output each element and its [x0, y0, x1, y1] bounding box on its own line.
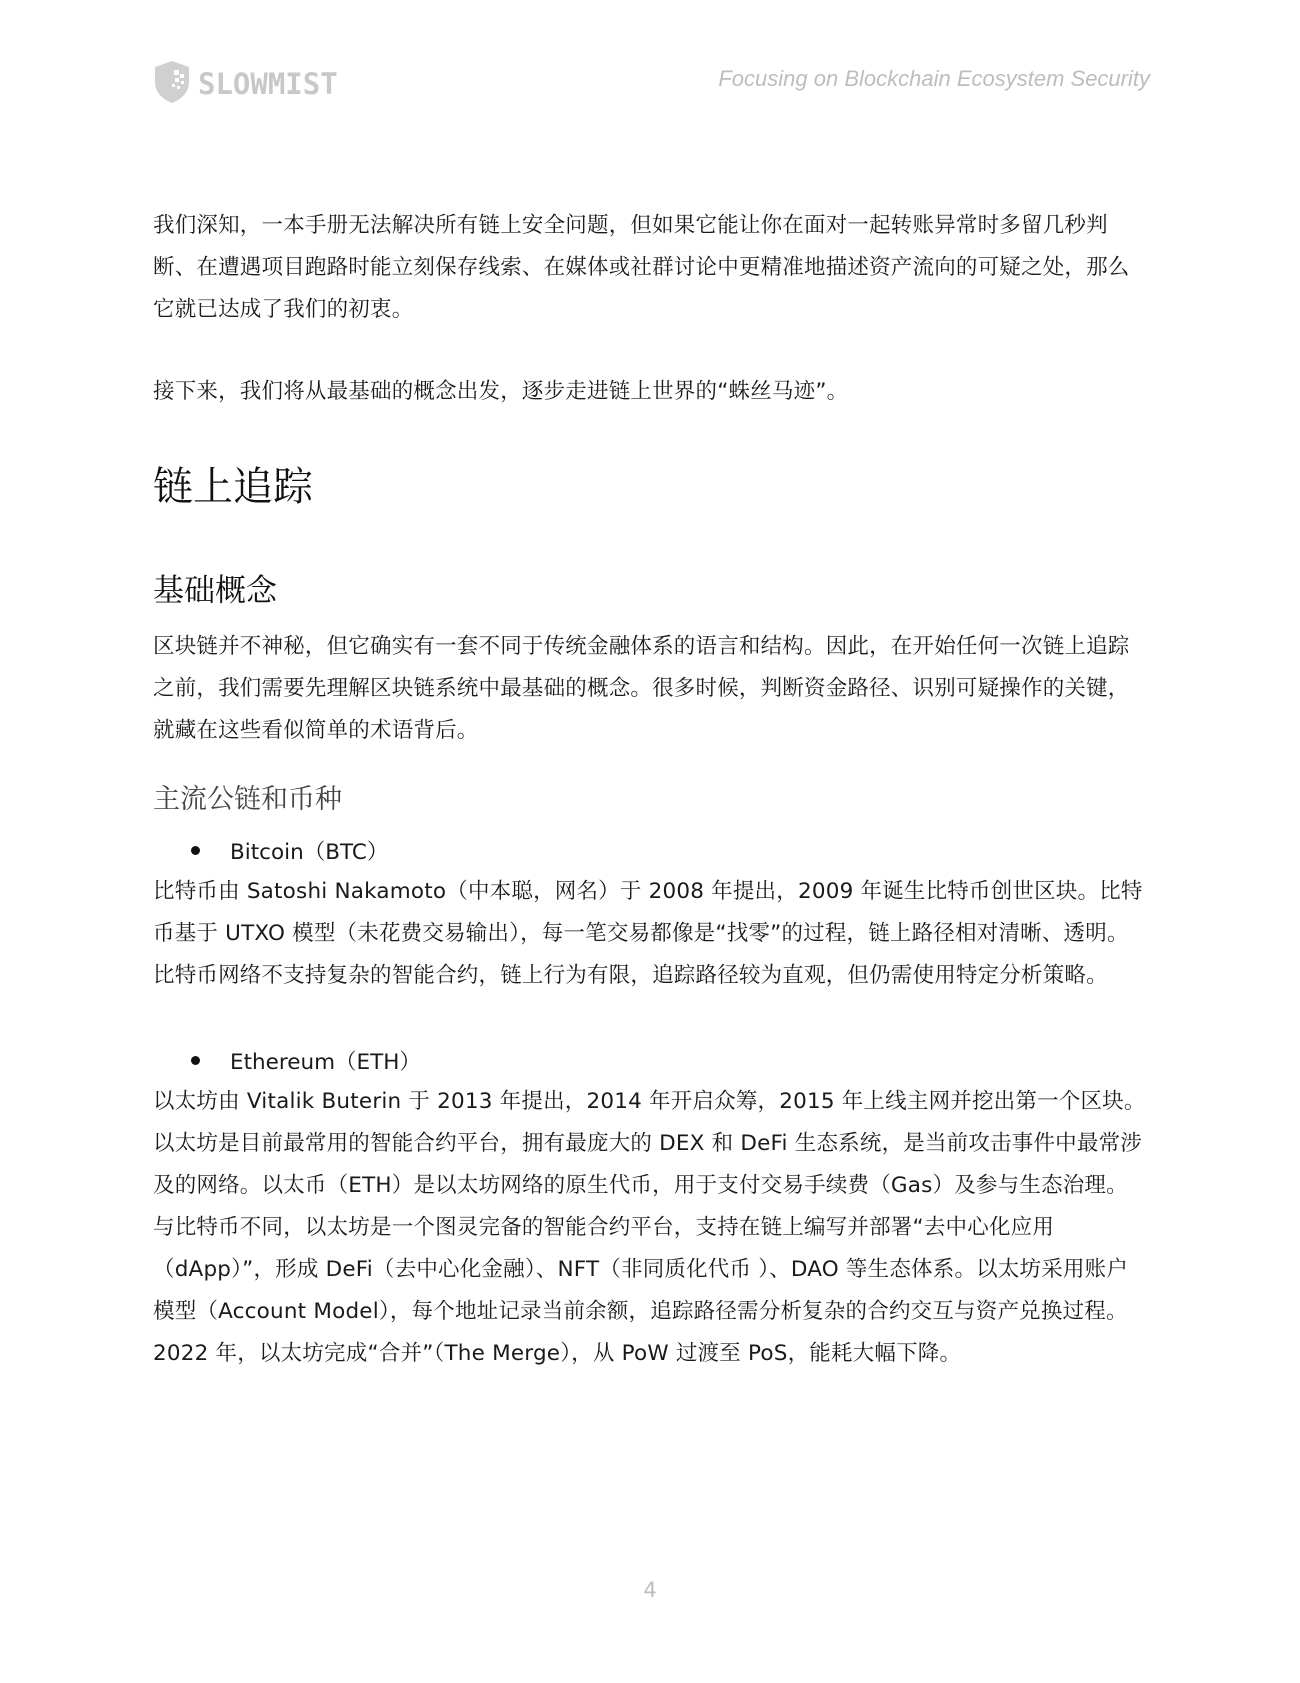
- sub-subsection-title: 主流公链和币种: [153, 784, 342, 815]
- bullet-dot-icon: [191, 846, 200, 855]
- page-number: 4: [643, 1578, 657, 1602]
- header-tagline: Focusing on Blockchain Ecosystem Security: [718, 66, 1150, 91]
- ethereum-paragraph: 以太坊由 Vitalik Buterin 于 2013 年提出，2014 年开启众筹，2015 年上线主网并挖出第一个区块。以太坊是目前最常用的智能合约平台，拥有最庞大的 DEX 和 DeFi 生态系统，是当前攻击事件中最常涉及的网络。以太币（ETH）是以太坊网络的原生代币，用于支付交易手续费（Gas）及参与生态治理。与比特币不同，以太坊是一个图灵完备的智能合约平台，支持在链上编写并部署“去中心化应用（dApp）”，形成 DeFi（去中心化金融）、NFT（非同质化代币 ）、DAO 等生态体系。以太坊采用账户模型（Account Model），每个地址记录当前余额，追踪路径需分析复杂的合约交互与资产兑换过程。2022 年，以太坊完成“合并”（The Merge），从 PoW 过渡至 PoS，能耗大幅下降。: [153, 1089, 1146, 1366]
- subsection-title: 基础概念: [153, 573, 277, 609]
- intro-paragraph-1: 我们深知，一本手册无法解决所有链上安全问题，但如果它能让你在面对一起转账异常时多留几秒判断、在遭遇项目跑路时能立刻保存线索、在媒体或社群讨论中更精准地描述资产流向的可疑之处，那么它就已达成了我们的初衷。: [153, 213, 1130, 322]
- document-body: [153, 205, 1148, 1375]
- slowmist-logo: [152, 58, 362, 106]
- ethereum-list-item: [191, 1039, 1148, 1081]
- logo-text: SLOWMIST: [198, 67, 338, 101]
- subsection-paragraph: 区块链并不神秘，但它确实有一套不同于传统金融体系的语言和结构。因此，在开始任何一次链上追踪之前，我们需要先理解区块链系统中最基础的概念。很多时候，判断资金路径、识别可疑操作的关键，就藏在这些看似简单的术语背后。: [153, 634, 1130, 743]
- bitcoin-list-item: [191, 829, 1148, 871]
- spacer: [153, 997, 1148, 1039]
- section-title: 链上追踪: [153, 464, 313, 510]
- intro-paragraph-2: 接下来，我们将从最基础的概念出发，逐步走进链上世界的“蛛丝马迹”。: [153, 379, 849, 404]
- shield-logo-icon: [152, 58, 362, 106]
- bitcoin-bullet-label: Bitcoin（BTC）: [230, 839, 389, 865]
- bitcoin-paragraph: 比特币由 Satoshi Nakamoto（中本聪，网名）于 2008 年提出，2009 年诞生比特币创世区块。比特币基于 UTXO 模型（未花费交易输出），每一笔交易都像是“找零”的过程，链上路径相对清晰、透明。比特币网络不支持复杂的智能合约，链上行为有限，追踪路径较为直观，但仍需使用特定分析策略。: [153, 879, 1143, 988]
- bullet-dot-icon: [191, 1056, 200, 1065]
- ethereum-bullet-label: Ethereum（ETH）: [230, 1049, 421, 1075]
- page-header: [0, 0, 1300, 130]
